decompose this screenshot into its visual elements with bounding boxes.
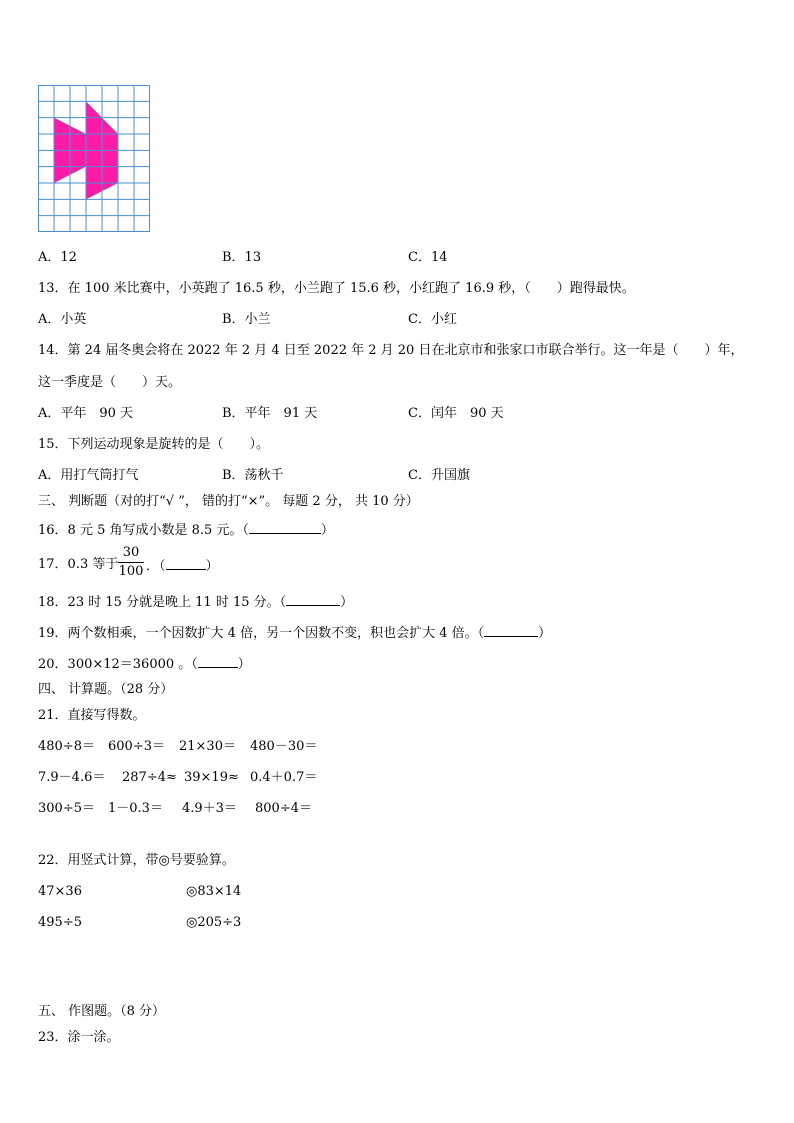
section-5-heading: 五、 作图题。（8 分） xyxy=(38,1004,166,1019)
q22-item: ◎83×14 xyxy=(186,884,242,899)
q14-stem-line2: 这一季度是（ ）天。 xyxy=(38,375,182,390)
q23-stem: 23．涂一涂。 xyxy=(38,1030,120,1045)
q21-item: 800÷4＝ xyxy=(255,801,312,816)
q18-close: ） xyxy=(340,595,354,610)
q21-item: 0.4＋0.7＝ xyxy=(250,770,318,785)
q16-close: ） xyxy=(320,523,334,538)
q22-item: 47×36 xyxy=(38,884,82,899)
q15-stem: 15．下列运动现象是旋转的是（ ）。 xyxy=(38,437,270,452)
q13-stem: 13．在 100 米比赛中，小英跑了 16.5 秒，小兰跑了 15.6 秒，小红跑了 16.9 秒，（ ）跑得最快。 xyxy=(38,281,635,296)
q14-option-a[interactable]: A．平年 90 天 xyxy=(38,406,134,421)
q14-stem-line1: 14．第 24 届冬奥会将在 2022 年 2 月 4 日至 2022 年 2 月 20 日在北京市和张家口市联合举行。这一年是（ ）年， xyxy=(38,343,744,358)
q22-item: 495÷5 xyxy=(38,915,82,930)
q16 xyxy=(38,520,334,540)
q21-item: 1－0.3＝ xyxy=(108,801,163,816)
q21-item: 600÷3＝ xyxy=(108,739,165,754)
q17-answer-blank[interactable] xyxy=(166,556,206,570)
q14-option-b[interactable]: B．平年 91 天 xyxy=(222,406,318,421)
q20-close: ） xyxy=(237,657,251,672)
q16-answer-blank[interactable] xyxy=(249,520,321,534)
q15-option-c[interactable]: C．升国旗 xyxy=(408,468,470,483)
q12-option-c[interactable]: C．14 xyxy=(408,250,448,265)
q17-prefix: 17．0.3 等于 xyxy=(38,557,119,572)
q21-item: 300÷5＝ xyxy=(38,801,95,816)
q22-item: ◎205÷3 xyxy=(186,915,242,930)
q17-fraction xyxy=(118,545,144,580)
q17-suffix: ．（ xyxy=(146,559,166,574)
q21-item: 7.9－4.6＝ xyxy=(38,770,106,785)
q19-text: 19．两个数相乘，一个因数扩大 4 倍，另一个因数不变，积也会扩大 4 倍。（ xyxy=(38,626,485,641)
q21-stem: 21．直接写得数。 xyxy=(38,708,146,723)
q21-item: 39×19≈ xyxy=(184,770,239,785)
grid-figure xyxy=(38,85,150,232)
q18-text: 18．23 时 15 分就是晚上 11 时 15 分。（ xyxy=(38,595,287,610)
q21-item: 480÷8＝ xyxy=(38,739,95,754)
q17-answer xyxy=(146,556,219,576)
q12-option-a[interactable]: A．12 xyxy=(38,250,77,265)
q20-text: 20．300×12＝36000 。（ xyxy=(38,657,198,672)
q22-stem: 22．用竖式计算，带◎号要验算。 xyxy=(38,853,235,868)
q20 xyxy=(38,654,251,674)
q20-answer-blank[interactable] xyxy=(198,654,238,668)
grid-svg xyxy=(38,85,150,232)
q19-answer-blank[interactable] xyxy=(484,623,538,637)
section-4-heading: 四、 计算题。（28 分） xyxy=(38,682,174,697)
q17-denominator: 100 xyxy=(118,564,144,579)
q17-close: ） xyxy=(205,559,219,574)
q21-item: 21×30＝ xyxy=(179,739,236,754)
q21-item: 4.9＋3＝ xyxy=(182,801,237,816)
q12-option-b[interactable]: B．13 xyxy=(222,250,262,265)
q14-option-c[interactable]: C．闰年 90 天 xyxy=(408,406,504,421)
q13-option-a[interactable]: A．小英 xyxy=(38,312,87,327)
q17-numerator: 30 xyxy=(118,545,144,563)
q16-text: 16．8 元 5 角写成小数是 8.5 元。（ xyxy=(38,523,249,538)
section-3-heading: 三、 判断题（对的打“√ ”， 错的打“×”。 每题 2 分， 共 10 分） xyxy=(38,494,419,509)
q15-option-a[interactable]: A．用打气筒打气 xyxy=(38,468,139,483)
q15-option-b[interactable]: B．荡秋千 xyxy=(222,468,284,483)
q21-item: 480－30＝ xyxy=(250,739,318,754)
q13-option-b[interactable]: B．小兰 xyxy=(222,312,271,327)
q19 xyxy=(38,623,551,643)
q19-close: ） xyxy=(538,626,552,641)
q13-option-c[interactable]: C．小红 xyxy=(408,312,457,327)
q18 xyxy=(38,592,353,612)
q18-answer-blank[interactable] xyxy=(286,592,340,606)
q21-item: 287÷4≈ xyxy=(122,770,177,785)
